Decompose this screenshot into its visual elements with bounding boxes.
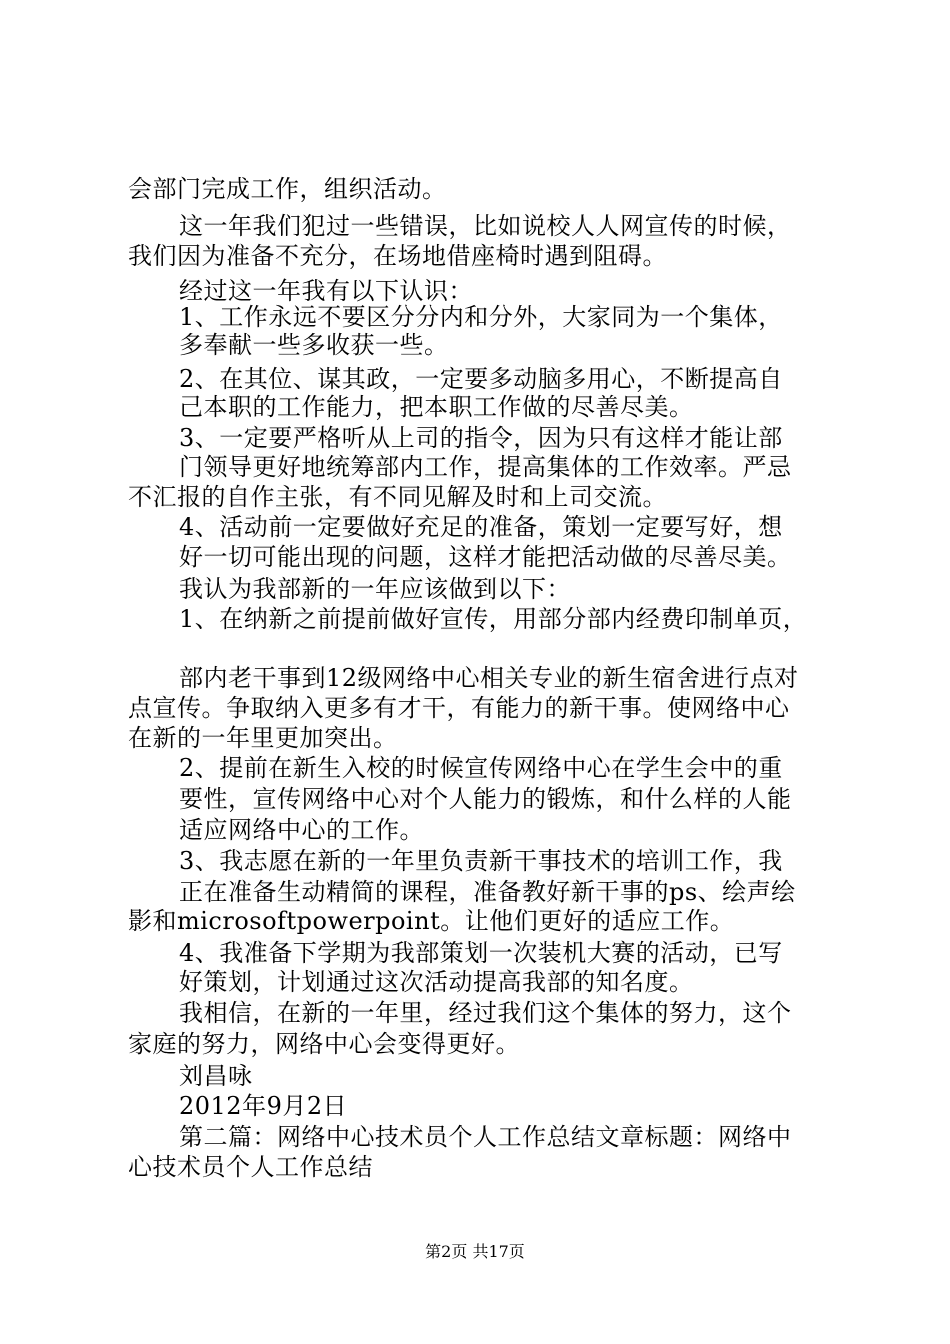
text-line-23: 正在准备生动精简的课程，准备教好新干事的ps、绘声绘	[179, 878, 796, 906]
text-line-5: 1、工作永远不要区分分内和分外，大家同为一个集体，	[179, 303, 783, 331]
text-line-13: 好一切可能出现的问题，这样才能把活动做的尽善尽美。	[179, 543, 792, 571]
text-line-21: 适应网络中心的工作。	[179, 816, 424, 844]
text-line-8: 己本职的工作能力，把本职工作做的尽善尽美。	[179, 393, 694, 421]
text-line-32: 心技术员个人工作总结	[128, 1153, 373, 1181]
text-line-27: 我相信，在新的一年里，经过我们这个集体的努力，这个	[179, 999, 792, 1027]
text-line-24: 影和microsoftpowerpoint。让他们更好的适应工作。	[128, 907, 735, 935]
text-line-18: 在新的一年里更加突出。	[128, 724, 398, 752]
text-line-2: 这一年我们犯过一些错误，比如说校人人网宣传的时候，	[179, 212, 792, 240]
text-line-31: 第二篇：网络中心技术员个人工作总结文章标题：网络中	[179, 1123, 792, 1151]
text-line-17: 点宣传。争取纳入更多有才干，有能力的新干事。使网络中心	[128, 694, 790, 722]
text-line-6: 多奉献一些多收获一些。	[179, 331, 449, 359]
text-line-4: 经过这一年我有以下认识：	[179, 277, 473, 305]
text-line-20: 要性，宣传网络中心对个人能力的锻炼，和什么样的人能	[179, 785, 792, 813]
text-line-7: 2、在其位、谋其政，一定要多动脑多用心，不断提高自	[179, 365, 783, 393]
text-line-12: 4、活动前一定要做好充足的准备，策划一定要写好，想	[179, 513, 783, 541]
text-line-19: 2、提前在新生入校的时候宣传网络中心在学生会中的重	[179, 754, 783, 782]
text-line-26: 好策划，计划通过这次活动提高我部的知名度。	[179, 968, 694, 996]
text-line-16: 部内老干事到12级网络中心相关专业的新生宿舍进行点对	[179, 664, 799, 692]
text-line-14: 我认为我部新的一年应该做到以下：	[179, 575, 571, 603]
text-line-22: 3、我志愿在新的一年里负责新干事技术的培训工作，我	[179, 847, 783, 875]
signature-name: 刘昌咏	[179, 1062, 253, 1090]
text-line-10: 门领导更好地统筹部内工作，提高集体的工作效率。严忌	[179, 453, 792, 481]
text-line-3: 我们因为准备不充分，在场地借座椅时遇到阻碍。	[128, 242, 667, 270]
text-line-28: 家庭的努力，网络中心会变得更好。	[128, 1030, 520, 1058]
text-line-1: 会部门完成工作，组织活动。	[128, 175, 447, 203]
text-line-25: 4、我准备下学期为我部策划一次装机大赛的活动，已写	[179, 939, 783, 967]
text-line-15: 1、在纳新之前提前做好宣传，用部分部内经费印制单页，	[179, 605, 808, 633]
signature-date: 2012年9月2日	[179, 1092, 348, 1120]
text-line-9: 3、一定要严格听从上司的指令，因为只有这样才能让部	[179, 424, 783, 452]
text-line-11: 不汇报的自作主张，有不同见解及时和上司交流。	[128, 483, 667, 511]
page-number: 第2页 共17页	[425, 1242, 525, 1261]
